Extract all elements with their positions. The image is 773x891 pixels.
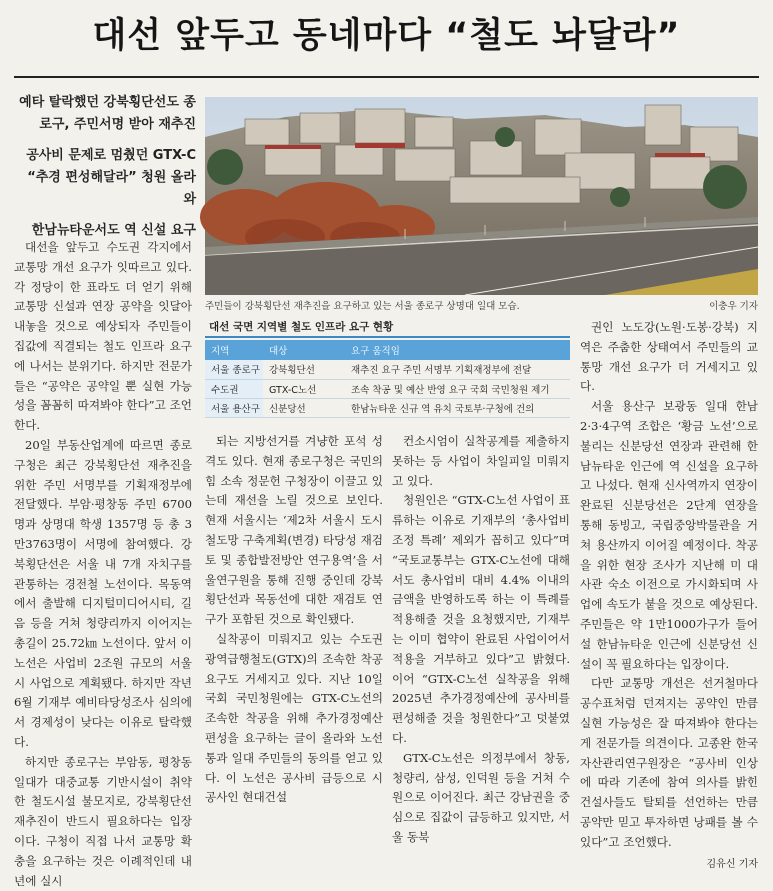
subhead-1: 예타 탈락했던 강북횡단선도 종로구, 주민서명 받아 재추진	[19, 95, 196, 132]
paragraph: 20일 부동산업계에 따르면 종로구청은 최근 강북횡단선 재추진을 위한 주민 서명부를 기획재정부에 전달했다. 부암·평창동 주민 6700명과 상명대 학생 1357명 등 총 3만3763명이 서명에 참여했다. 강북횡단선은 서울 내 7개 자치구를 관통하는 경전철 노선이다. 목동역에서 출발해 디지털미디어시티, 길음 등을 거쳐 청량리까지 이어지는 총길이 25.72㎞ 노선이다. 앞서 이 노선은 사업비 2조원 규모의 서울시 사업으로 계획됐다. 하지만 작년 6월 기재부 예비타당성조사 심의에서 경제성이 낮다는 이유로 탈락했다.	[14, 437, 192, 749]
paragraph: 실착공이 미뤄지고 있는 수도권광역급행철도(GTX)의 조속한 착공 요구도 거세지고 있다. 지난 10일 국회 국민청원에는 GTX-C노선의 조속한 착공을 위해 추가경정예산 편성을 요구하는 글이 올라와 노선 통과 일대 주민들의 동의를 얻고 있다. 이 노선은 공사비 급등으로 시공사인 현대건설	[205, 631, 383, 805]
article-column-1	[14, 238, 192, 891]
paragraph: 청원인은 “GTX-C노선 사업이 표류하는 이유로 기재부의 ‘총사업비 조정 특례’ 제외가 꼽히고 있다”며 “국토교통부는 GTX-C노선에 대해서도 총사업비 대비 4.4% 이내의 금액을 반영하도록 하는 이 특례를 적용해줄 것을 요청했지만, 기재부는 이미 협약이 완료된 사업이어서 적용을 거부하고 있다”고 밝혔다. 이어 “GTX-C노선 실착공을 위해 2025년 추가경정예산에 공사비를 편성해줄 것을 청원한다”고 덧붙였다.	[392, 493, 570, 745]
paragraph: GTX-C노선은 의정부에서 창동, 청량리, 삼성, 인덕원 등을 거쳐 수원으로 이어진다. 최근 강남권을 중심으로 집값이 급등하고 있지만, 서울 동북	[392, 750, 570, 844]
table-row	[205, 379, 570, 398]
infobox-table	[205, 318, 570, 422]
article-column-3	[392, 432, 570, 848]
photo-caption	[205, 296, 758, 312]
paragraph: 하지만 종로구는 부암동, 평창동 일대가 대중교통 기반시설이 취약한 철도시설 불모지로, 강북횡단선 재추진이 반드시 필요하다는 입장이다. 구청이 직접 나서 교통망 확충을 요구하는 것은 이례적인데 내년에 실시	[14, 754, 192, 888]
paragraph: 권인 노도강(노원·도봉·강북) 지역은 주춤한 상태여서 주민들의 교통망 개선 요구가 더 거세지고 있다.	[580, 320, 758, 394]
infobox-title: 대선 국면 지역별 철도 인프라 요구 현황	[205, 318, 570, 338]
table-row	[205, 398, 570, 417]
table-cell: 강북횡단선	[263, 360, 345, 379]
subhead-2: 공사비 문제로 멈췄던 GTX-C “추경 편성해달라” 청원 올라와	[26, 148, 196, 207]
paragraph: 컨소시엄이 실착공계를 제출하지 못하는 등 사업이 차일피일 미뤄지고 있다.	[392, 434, 570, 488]
header-cell: 대상	[263, 340, 345, 360]
subhead-3: 한남뉴타운서도 역 신설 요구	[31, 223, 196, 238]
table-header-row	[205, 340, 570, 360]
header-cell: 지역	[205, 340, 263, 360]
header-cell: 요구 움직임	[345, 340, 570, 360]
table-row	[205, 360, 570, 379]
paragraph: 되는 지방선거를 겨냥한 포석 성격도 있다. 현재 종로구청은 국민의힘 소속 정문헌 구청장이 이끌고 있는데 재선을 노릴 것으로 보인다. 현재 서울시는 ‘제2차 서울시 도시철도망 구축계획(변경) 타당성 재검토 및 종합발전방안 연구용역’을 서울연구원을 통해 진행 중인데 강북횡단선과 목동선에 대한 재검토 연구가 포함된 것으로 확인됐다.	[205, 434, 383, 627]
table-cell: 서울 종로구	[205, 360, 263, 379]
table-cell: 신분당선	[263, 398, 345, 417]
table-cell: 서울 용산구	[205, 398, 263, 417]
subheads	[18, 92, 196, 251]
table-cell: 수도권	[205, 379, 263, 398]
article-column-2	[205, 432, 383, 808]
table-cell: 재추진 요구 주민 서명부 기획재정부에 전달	[345, 360, 570, 379]
paragraph: 서울 용산구 보광동 일대 한남 2·3·4구역 조합은 ‘황금 노선’으로 불리는 신분당선 연장과 관련해 한남뉴타운 인근에 역 신설을 요구하고 나섰다. 현재 신사역까지 연장이 완료된 신분당선은 2단계 연장을 통해 동빙고, 국립중앙박물관을 거쳐 용산까지 이어질 예정이다. 착공을 위한 현장 조사가 지난해 미 대사관 숙소 이전으로 가시화되며 사업에 속도가 붙을 것으로 예상된다. 주민들은 약 1만1000가구가 들어설 한남뉴타운 인근에 신분당선 신설이 꼭 필요하다는 입장이다.	[580, 399, 758, 671]
paragraph: 다만 교통망 개선은 선거철마다 공수표처럼 던져지는 공약인 만큼 실현 가능성은 잘 따져봐야 한다는 게 전문가들 의견이다. 고종완 한국자산관리연구원장은 “공사비 인상에 따라 기존에 참여 의사를 밝힌 건설사들도 탈퇴를 선언하는 만큼 공약만 믿고 투자하면 낭패를 볼 수 있다”고 조언했다.	[580, 676, 758, 849]
table-cell: GTX-C노선	[263, 379, 345, 398]
article-column-4	[580, 318, 758, 874]
byline: 김유신 기자	[706, 858, 758, 870]
headline: 대선 앞두고 동네마다 “철도 놔달라”	[92, 16, 681, 56]
table-cell: 한남뉴타운 신규 역 유치 국토부·구청에 건의	[345, 398, 570, 417]
news-photo	[205, 97, 758, 295]
demand-table	[205, 340, 570, 418]
headline-rule	[14, 76, 759, 78]
photo-credit: 이충우 기자	[709, 301, 758, 312]
table-cell: 조속 착공 및 예산 반영 요구 국회 국민청원 제기	[345, 379, 570, 398]
paragraph: 대선을 앞두고 수도권 각지에서 교통망 개선 요구가 잇따르고 있다. 각 정당이 한 표라도 더 얻기 위해 교통망 신설과 연장 공약을 잇달아 내놓을 것으로 예상되자 주민들이 집값에 직결되는 철도 인프라 요구에 나서는 분위기다. 하지만 전문가들은 “공약은 공약일 뿐 실현 가능성을 꼼꼼히 따져봐야 한다”고 조언한다.	[14, 240, 192, 433]
caption-text: 주민들이 강북횡단선 재추진을 요구하고 있는 서울 종로구 상명대 일대 모습.	[205, 301, 520, 312]
hillside-street-photo	[205, 97, 758, 295]
